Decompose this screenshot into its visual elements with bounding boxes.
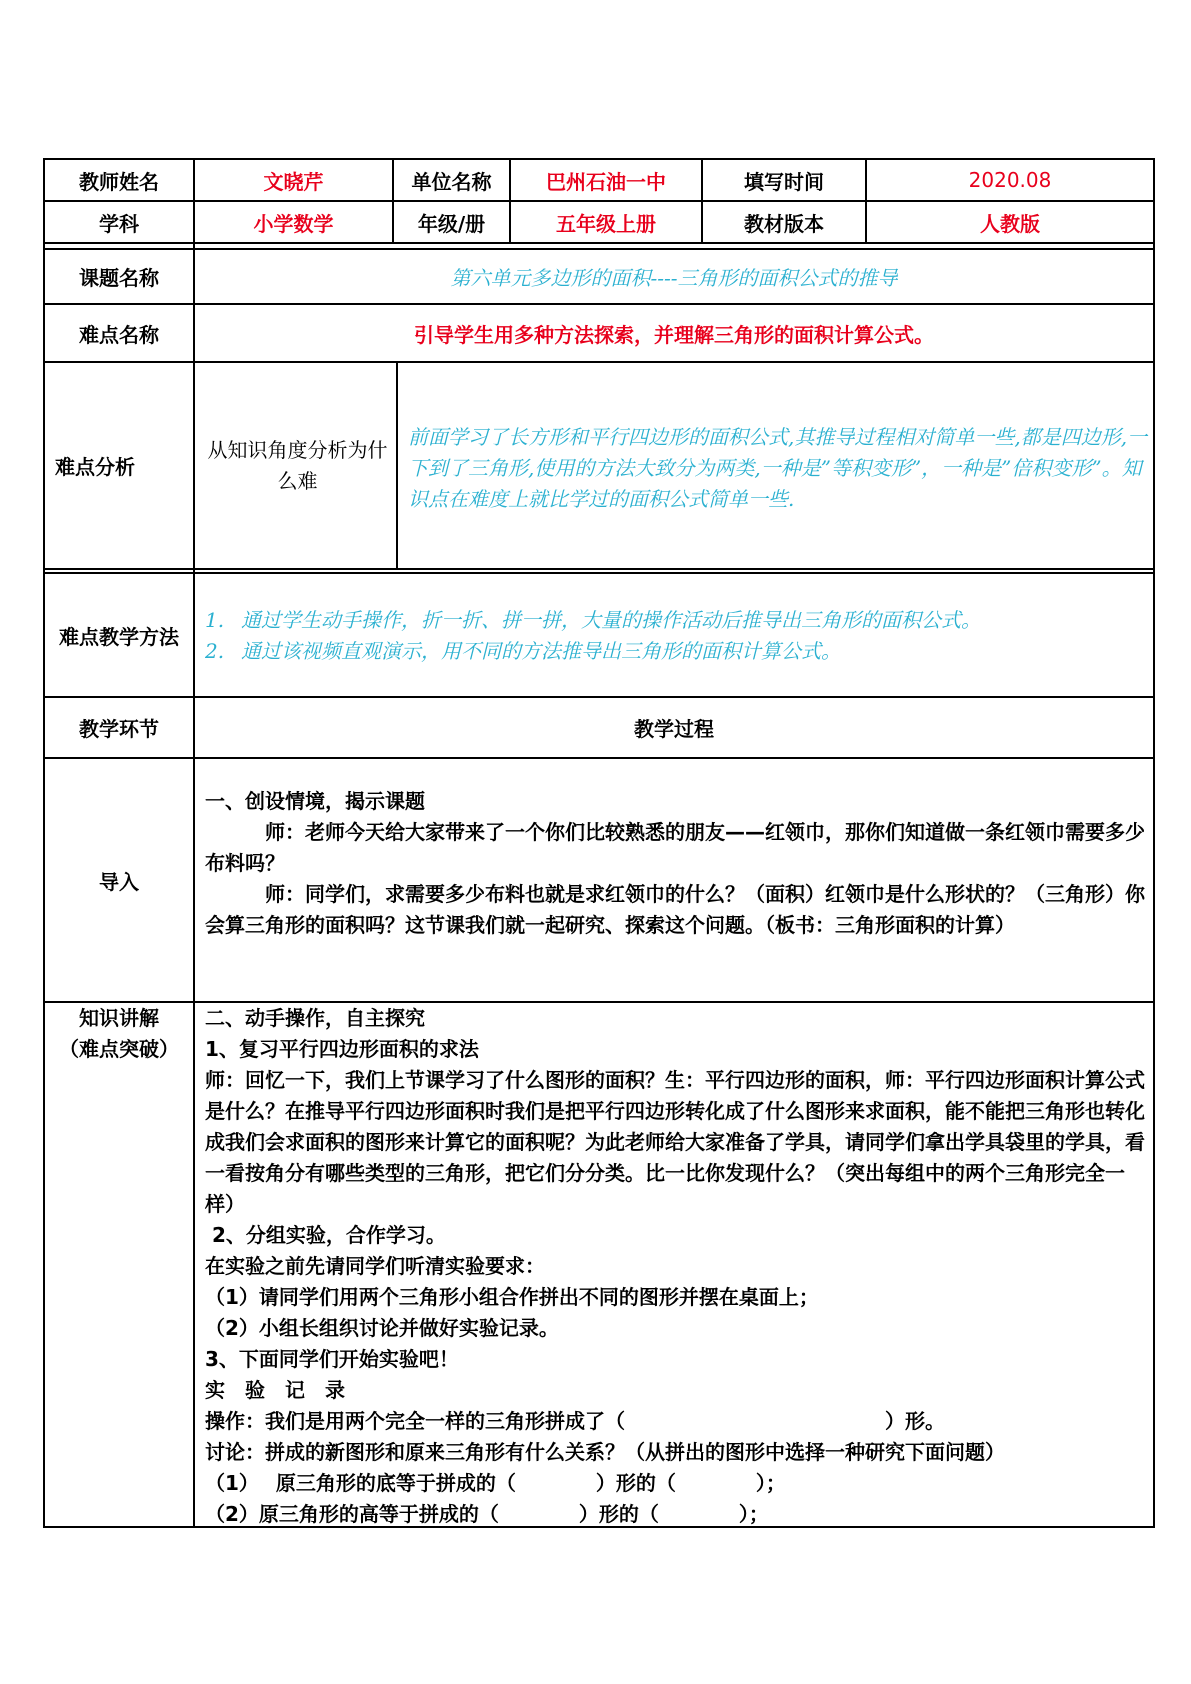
intro-label: 导入 <box>99 869 139 894</box>
edition-label: 教材版本 <box>744 211 824 236</box>
method-item-text: 通过学生动手操作，折一折、拼一拼，大量的操作活动后推导出三角形的面积公式。 <box>241 608 981 632</box>
intro-paragraph: 师：同学们，求需要多少布料也就是求红领巾的什么？（面积）红领巾是什么形状的？（三角形）你会算三角形的面积吗？这节课我们就一起研究、探索这个问题。（板书：三角形面积的计算） <box>205 882 1145 937</box>
method-list <box>205 605 1145 667</box>
topic-label: 课题名称 <box>79 266 159 290</box>
teacher-name-label: 教师姓名 <box>79 169 159 194</box>
subject-label: 学科 <box>99 211 139 236</box>
difficulty-label: 难点名称 <box>79 322 159 347</box>
row-divider <box>43 572 1155 574</box>
intro-content <box>205 786 1145 941</box>
fill-time-label: 填写时间 <box>744 169 824 194</box>
knowledge-label <box>45 1003 193 1065</box>
teaching-stage-header: 教学环节 <box>79 717 159 741</box>
row-divider <box>43 757 1155 759</box>
fill-time-value: 2020.08 <box>968 168 1052 192</box>
unit-name-label: 单位名称 <box>411 169 492 194</box>
knowledge-line: 1、复习平行四边形面积的求法 <box>205 1037 479 1061</box>
knowledge-label-line: （难点突破） <box>59 1037 179 1061</box>
method-label: 难点教学方法 <box>59 624 179 649</box>
knowledge-line: 3、下面同学们开始实验吧！ <box>205 1347 459 1371</box>
knowledge-line: （1）请同学们用两个三角形小组合作拼出不同的图形并摆在桌面上； <box>205 1285 819 1309</box>
method-item <box>205 605 1145 636</box>
method-item-number: 1. <box>205 608 225 632</box>
knowledge-line: 实 验 记 录 <box>205 1378 345 1402</box>
knowledge-line: 2、分组实验，合作学习。 <box>205 1223 446 1247</box>
knowledge-line: 操作：我们是用两个完全一样的三角形拼成了（ ）形。 <box>205 1409 945 1433</box>
knowledge-content <box>205 1003 1145 1530</box>
unit-name-value: 巴州石油一中 <box>546 169 666 194</box>
subject-value: 小学数学 <box>253 211 334 236</box>
column-divider <box>396 361 398 570</box>
topic-value: 第六单元多边形的面积----三角形的面积公式的推导 <box>450 266 898 290</box>
knowledge-line: 讨论：拼成的新图形和原来三角形有什么关系？（从拼出的图形中选择一种研究下面问题） <box>205 1440 1005 1464</box>
teaching-process-header: 教学过程 <box>634 717 714 741</box>
knowledge-line: （2）小组长组织讨论并做好实验记录。 <box>205 1316 559 1340</box>
edition-value: 人教版 <box>980 211 1040 236</box>
knowledge-line: 师：回忆一下，我们上节课学习了什么图形的面积？生：平行四边形的面积，师：平行四边形面积计算公式是什么？在推导平行四边形面积时我们是把平行四边形转化成了什么图形来求面积，能不能把三角形也转化成我们会求面积的图形来计算它的面积呢？为此老师给大家准备了学具，请同学们拿出学具袋里的学具，看一看按角分有哪些类型的三角形，把它们分分类。比一比你发现什么？（突出每组中的两个三角形完全一样） <box>205 1068 1145 1216</box>
grade-label: 年级/册 <box>417 211 486 236</box>
method-item-number: 2. <box>205 639 225 663</box>
teacher-name-value: 文晓芹 <box>263 169 324 194</box>
analysis-label: 难点分析 <box>55 455 135 479</box>
method-item <box>205 636 1145 667</box>
intro-paragraph: 师：老师今天给大家带来了一个你们比较熟悉的朋友——红领巾，那你们知道做一条红领巾需要多少布料吗？ <box>205 820 1145 875</box>
analysis-text: 前面学习了长方形和平行四边形的面积公式,其推导过程相对简单一些,都是四边形,一下到了三角形,使用的方法大致分为两类,一种是”等积变形”，一种是”倍积变形”。知识点在难度上就比学过的面积公式简单一些. <box>408 425 1148 511</box>
row-divider <box>43 242 1155 244</box>
column-divider <box>193 158 195 1528</box>
knowledge-line: 二、动手操作，自主探究 <box>205 1006 425 1030</box>
method-item-text: 通过该视频直观演示，用不同的方法推导出三角形的面积计算公式。 <box>241 639 841 663</box>
difficulty-value: 引导学生用多种方法探索，并理解三角形的面积计算公式。 <box>414 322 934 347</box>
knowledge-label-line: 知识讲解 <box>79 1006 159 1030</box>
knowledge-line: （1） 原三角形的底等于拼成的（ ）形的（ ）； <box>205 1471 786 1495</box>
analysis-sub-label: 从知识角度分析为什么难 <box>207 437 388 493</box>
intro-heading: 一、创设情境，揭示课题 <box>205 789 425 813</box>
knowledge-line: 在实验之前先请同学们听清实验要求： <box>205 1254 545 1278</box>
row-divider <box>43 568 1155 570</box>
grade-value: 五年级上册 <box>556 211 656 236</box>
knowledge-line: （2）原三角形的高等于拼成的（ ）形的（ ）； <box>205 1502 769 1526</box>
